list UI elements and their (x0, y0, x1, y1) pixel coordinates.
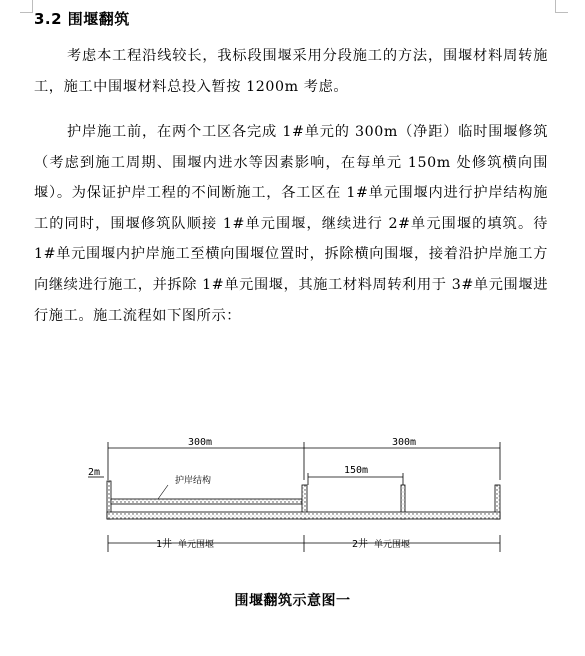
dim-right-300m: 300m (391, 437, 417, 448)
section-heading: 3.2 围堰翻筑 (34, 10, 130, 28)
dim-height-2m: 2m (88, 467, 101, 478)
page-corner-mark-right (555, 0, 568, 13)
unit1-number: 1井 (155, 539, 172, 550)
cofferdam-diagram (0, 425, 585, 575)
structure-leader (158, 485, 168, 499)
label-revetment-structure: 护岸结构 (175, 476, 212, 486)
page-corner-mark-left (20, 0, 33, 13)
figure-caption: 围堰翻筑示意图一 (234, 593, 351, 609)
cofferdam-section (107, 481, 500, 519)
top-dimension-line (108, 442, 500, 480)
unit2-number: 2井 (351, 539, 368, 550)
unit2-label: 单元围堰 (374, 540, 411, 550)
paragraph-2: 护岸施工前，在两个工区各完成 1#单元的 300m（净距）临时围堰修筑（考虑到施工周期、围堰内进水等因素影响，在每单元 150m 处修筑横向围堰）。为保证护岸工程的不间断施工，各工区在 1#单元围堰内进行护岸结构施工的同时，围堰修筑队顺接 1#单元围堰，继续进行 2#单元围堰的填筑。待 1#单元围堰内护岸施工至横向围堰位置时，拆除横向围堰，接着沿护岸施工方向继续进行施工，并拆除 1#单元围堰，其施工材料周转利用于 3#单元围堰进行施工。施工流程如下图所示： (34, 124, 548, 324)
dim-mid-150m: 150m (343, 465, 369, 476)
unit1-label: 单元围堰 (178, 540, 215, 550)
dim-left-300m: 300m (187, 437, 213, 448)
paragraph-1: 考虑本工程沿线较长，我标段围堰采用分段施工的方法，围堰材料周转施工，施工中围堰材料总投入暂按 1200m 考虑。 (34, 48, 548, 95)
